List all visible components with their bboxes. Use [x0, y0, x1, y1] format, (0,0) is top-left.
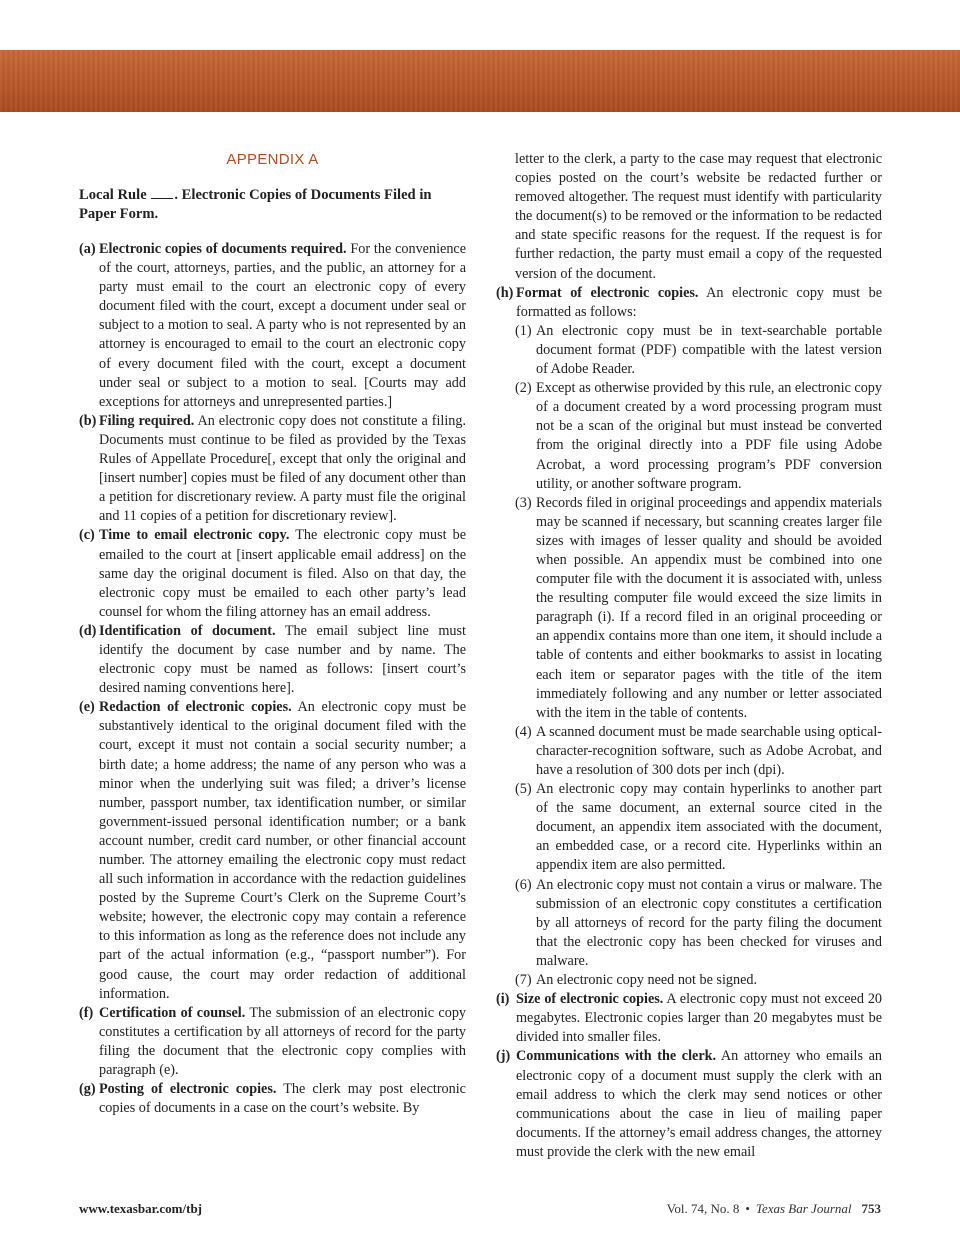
subitem-number: (1) [515, 322, 532, 339]
footer-publication [667, 1201, 881, 1217]
item-text: An attorney who emails an electronic copy of a document must supply the clerk with an email address to which the clerk may send notices or other communications about the case in lieu of mailing paper documents. If the attorney’s email address changes, the attorney must provide the clerk with the new email [516, 1048, 882, 1160]
subitem-number: (2) [515, 380, 532, 397]
subitem-text: An electronic copy may contain hyperlinks to another part of the same document, an external source cited in the document, an appendix item associated with the document, an embedded case, or a record cite. Hyperlinks within an appendix item are also permitted. [536, 781, 882, 874]
rule-item-h [496, 284, 882, 322]
item-text: An electronic copy must be formatted as follows: [516, 284, 883, 320]
item-text: An electronic copy must be substantively identical to the original document filed with the court, except it must not contain a social security number; a birth date; a home address; the name of any person who was a minor when the underlying suit was filed; a driver’s license number, passport number, tax identification number, or similar government-issued personal identification number; or a bank account number, credit card number, or other financial account number. The attorney emailing the electronic copy must redact all such information in accordance with the redaction guidelines posted by the Supreme Court’s Clerk on the Supreme Court’s website; however, the electronic copy may contain a reference to this information as long as the reference does not include any part of the actual information (e.g., “passport number”). For good cause, the court may order redaction of additional information. [99, 699, 466, 1002]
rule-title-prefix: Local Rule [79, 187, 147, 203]
rule-title-suffix: . Electronic Copies of Documents Filed in Paper Form. [79, 187, 432, 222]
item-text: The clerk may post electronic copies of documents in a case on the court’s website. By [99, 1081, 466, 1117]
item-label: (i) [496, 991, 510, 1008]
item-label: (g) [79, 1081, 96, 1098]
rule-number-blank [151, 198, 173, 199]
item-heading: Communications with the clerk. [516, 1048, 717, 1065]
footer-website: www.texasbar.com/tbj [79, 1201, 203, 1216]
subitem [496, 494, 882, 723]
item-text: The electronic copy must be emailed to the court at [insert applicable email address] on the same day the original document is filed. Also on that day, the electronic copy must be emailed to each other party’s lead counsel for whom the filing attorney has an email address. [99, 527, 466, 620]
item-text: A electronic copy must not exceed 20 megabytes. Electronic copies larger than 20 megabytes must be divided into smaller files. [516, 991, 883, 1046]
subitem-number: (7) [515, 972, 532, 989]
subitem-text: A scanned document must be made searchable using optical-character-recognition software, such as Adobe Acrobat, and have a resolution of 300 dots per inch (dpi). [536, 723, 882, 778]
item-label: (h) [496, 284, 514, 301]
subitem [496, 971, 882, 990]
rule-item-j [496, 1047, 882, 1162]
rule-item-g [79, 1080, 466, 1118]
footer-journal: Texas Bar Journal [755, 1201, 852, 1216]
subitem [496, 322, 882, 379]
subitem-text: Records filed in original proceedings and appendix materials may be scanned if necessary, but scanning creates larger file sizes with images of lesser quality and should be avoided when possible. An appendix must be combined into one computer file with the document it is associated with, unless the resulting computer file would exceed the size limits in paragraph (i). If a record filed in an original proceeding or an appendix contains more than one item, it should include a table of contents and either bookmarks to assist in locating each item or separator pages with the title of the item immediately following and any number or letter associated with the item in the table of contents. [536, 494, 882, 721]
item-text: letter to the clerk, a party to the case may request that electronic copies posted on the court’s website be redacted further or removed altogether. The request must identify with particularity the document(s) to be removed or the information to be redacted and state specific reasons for the request. If the request is for further redaction, the party must email a copy of the requested version of the document. [515, 151, 882, 282]
subitem-text: Except as otherwise provided by this rule, an electronic copy of a document created by a word processing program must not be a scan of the original but must instead be converted from the original directly into a PDF file using Adobe Acrobat, a word processing program’s PDF conversion utility, or another software program. [536, 380, 882, 492]
item-text: For the convenience of the court, attorneys, parties, and the public, an attorney for a party must email to the court an electronic copy of every document filed with the court, except a document under seal or subject to a motion to seal. A party who is not represented by an attorney is encouraged to email to the court an electronic copy of every document filed with the court, except a document under seal or subject to a motion to seal. [Courts may add exceptions for attorneys and unrepresented parties.] [99, 241, 467, 410]
rule-item-c [79, 526, 466, 621]
subitem-text: An electronic copy must not contain a virus or malware. The submission of an electronic copy constitutes a certification by all attorneys of record for the party filing the document that the electronic copy has been checked for viruses and malware. [536, 876, 882, 969]
subitem-text: An electronic copy need not be signed. [536, 972, 758, 989]
subitem [496, 379, 882, 494]
header-banner [0, 50, 960, 112]
subitem-text: An electronic copy must be in text-searchable portable document format (PDF) compatible with the latest version of Adobe Reader. [536, 322, 882, 378]
subitem-number: (3) [515, 494, 532, 511]
left-column [79, 150, 466, 1118]
item-label: (c) [79, 527, 95, 544]
item-label: (a) [79, 241, 96, 257]
item-heading: Identification of document. [99, 622, 276, 639]
appendix-title: APPENDIX A [226, 151, 319, 168]
footer-bullet: • [745, 1201, 750, 1216]
item-text: The email subject line must identify the document by case number and by name. The electronic copy must be named as follows: [insert court’s desired naming conventions here]. [99, 622, 466, 697]
subitem-number: (5) [515, 781, 532, 798]
item-label: (d) [79, 622, 97, 639]
item-heading: Posting of electronic copies. [99, 1081, 277, 1098]
item-text: The submission of an electronic copy constitutes a certification by all attorneys of record for the party filing the document that the electronic copy complies with paragraph (e). [99, 1004, 467, 1079]
rule-item-e [79, 698, 466, 1004]
rule-item-f [79, 1004, 466, 1080]
item-heading: Redaction of electronic copies. [99, 699, 292, 716]
rule-item-b [79, 412, 466, 527]
rule-item-d [79, 622, 466, 698]
footer-volume: Vol. 74, No. 8 [666, 1201, 740, 1216]
right-column [496, 150, 882, 1162]
item-heading: Time to email electronic copy. [99, 527, 290, 544]
item-heading: Electronic copies of documents required. [99, 241, 347, 257]
subitem [496, 876, 882, 971]
rule-item-g-continued [496, 150, 882, 284]
item-heading: Size of electronic copies. [516, 991, 664, 1008]
item-label: (f) [79, 1004, 94, 1021]
item-heading: Format of electronic copies. [516, 284, 699, 301]
subitem [496, 780, 882, 875]
rule-title [79, 186, 466, 224]
item-heading: Filing required. [99, 412, 195, 429]
item-label: (j) [496, 1048, 511, 1065]
subitem-number: (6) [515, 876, 532, 893]
subitem [496, 723, 882, 780]
rule-item-i [496, 990, 882, 1047]
item-heading: Certification of counsel. [99, 1004, 246, 1021]
item-label: (e) [79, 699, 95, 716]
rule-item-a [79, 240, 466, 412]
item-label: (b) [79, 412, 97, 429]
page-number: 753 [861, 1201, 881, 1216]
item-text: An electronic copy does not constitute a filing. Documents must continue to be filed as provided by the Texas Rules of Appellate Procedure[, except that only the original and [insert number] copies must be filed of any document other than a petition for discretionary review. A party must file the original and 11 copies of a petition for discretionary review]. [99, 412, 467, 525]
subitem-number: (4) [515, 723, 532, 740]
